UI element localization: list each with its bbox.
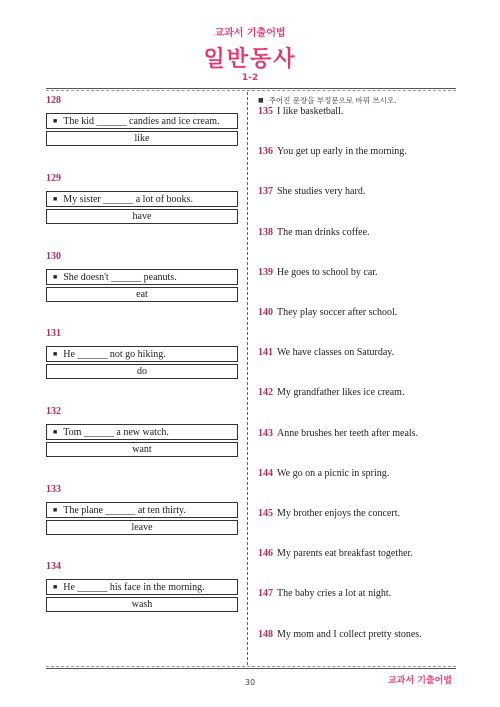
question-box	[46, 502, 238, 518]
exercise-item	[258, 428, 458, 439]
exercise-number: 137	[258, 186, 273, 198]
question-sentence: Tom ______ a new watch.	[63, 426, 169, 438]
exercise-sentence: My brother enjoys the concert.	[277, 508, 401, 519]
answer-word: leave	[131, 522, 153, 533]
question-number: 130	[46, 251, 61, 262]
instruction	[258, 95, 397, 106]
square-bullet-icon: ■	[258, 97, 264, 104]
exercise-number: 138	[258, 226, 273, 238]
exercise-number: 148	[258, 628, 273, 640]
exercise-sentence: My mom and I collect pretty stones.	[277, 628, 422, 640]
question-number: 134	[46, 561, 61, 572]
square-bullet-icon: ■	[53, 272, 58, 281]
answer-box	[46, 287, 238, 302]
answer-word: like	[134, 133, 150, 144]
question-box	[46, 113, 238, 129]
exercise-number: 147	[258, 588, 273, 600]
exercise-item	[258, 146, 458, 157]
question-number: 133	[46, 484, 61, 495]
answer-word: eat	[136, 289, 148, 300]
instruction-text: 주어진 문장을 부정문으로 바꿔 쓰시오.	[268, 96, 397, 105]
question-item	[46, 94, 238, 146]
exercise-number: 139	[258, 266, 273, 278]
question-sentence: She doesn't ______ peanuts.	[63, 271, 177, 283]
question-item	[46, 405, 238, 457]
exercise-number: 140	[258, 307, 273, 318]
exercise-item	[258, 267, 458, 278]
square-bullet-icon: ■	[53, 194, 58, 203]
exercise-sentence: They play soccer after school.	[277, 307, 398, 318]
header-brand: 교과서 기출어법	[214, 28, 286, 39]
exercise-item	[258, 387, 458, 398]
answer-box	[46, 442, 238, 457]
answer-word: have	[132, 211, 152, 222]
exercise-number: 141	[258, 347, 273, 359]
bottom-rule	[46, 668, 456, 669]
answer-box	[46, 131, 238, 146]
question-sentence: He ______ his face in the morning.	[63, 581, 205, 593]
exercise-item	[258, 508, 458, 519]
top-dashed-rule	[46, 90, 456, 91]
exercise-sentence: The baby cries a lot at night.	[277, 588, 392, 600]
question-sentence: The kid ______ candies and ice cream.	[63, 115, 220, 127]
exercise-number: 142	[258, 387, 273, 399]
question-item	[46, 250, 238, 302]
answer-word: want	[132, 444, 152, 455]
page-title: 일반동사	[203, 47, 297, 72]
exercise-item	[258, 227, 458, 238]
answer-box	[46, 364, 238, 379]
question-number: 129	[46, 173, 61, 184]
question-box	[46, 424, 238, 440]
square-bullet-icon: ■	[53, 116, 58, 125]
square-bullet-icon: ■	[53, 582, 58, 591]
exercise-number: 136	[258, 146, 273, 158]
question-item	[46, 560, 238, 612]
question-item	[46, 483, 238, 535]
question-number: 131	[46, 328, 61, 339]
question-number: 128	[46, 95, 61, 106]
exercise-item	[258, 588, 458, 599]
exercise-number: 144	[258, 467, 273, 479]
question-box	[46, 346, 238, 362]
question-box	[46, 191, 238, 207]
exercise-sentence: The man drinks coffee.	[277, 226, 370, 238]
exercise-sentence: We go on a picnic in spring.	[277, 467, 390, 479]
exercise-sentence: We have classes on Saturday.	[277, 347, 395, 359]
exercise-item	[258, 548, 458, 559]
exercise-item	[258, 307, 458, 318]
answer-box	[46, 597, 238, 612]
exercise-item	[258, 347, 458, 358]
question-sentence: My sister ______ a lot of books.	[63, 193, 193, 205]
question-sentence: The plane ______ at ten thirty.	[63, 504, 186, 516]
answer-box	[46, 520, 238, 535]
question-sentence: He ______ not go hiking.	[63, 348, 166, 360]
exercise-number: 146	[258, 548, 273, 560]
exercise-item	[258, 186, 458, 197]
exercise-item	[258, 629, 458, 640]
exercise-item	[258, 468, 458, 479]
answer-word: wash	[131, 599, 153, 610]
exercise-sentence: I like basketball.	[277, 106, 344, 117]
column-divider	[247, 92, 248, 665]
exercise-sentence: Anne brushes her teeth after meals.	[277, 427, 419, 439]
exercise-number: 135	[258, 106, 273, 117]
question-box	[46, 579, 238, 595]
exercise-sentence: She studies very hard.	[277, 186, 366, 198]
square-bullet-icon: ■	[53, 349, 58, 358]
top-rule	[46, 88, 456, 89]
footer-brand: 교과서 기출어법	[388, 676, 452, 686]
exercise-number: 143	[258, 427, 273, 439]
question-item	[46, 327, 238, 379]
question-box	[46, 269, 238, 285]
exercise-sentence: You get up early in the morning.	[277, 146, 407, 158]
exercise-number: 145	[258, 508, 273, 519]
question-item	[46, 172, 238, 224]
answer-box	[46, 209, 238, 224]
question-number: 132	[46, 406, 61, 417]
exercise-sentence: My parents eat breakfast together.	[277, 548, 413, 560]
bottom-dashed-rule	[46, 666, 456, 667]
exercise-sentence: He goes to school by car.	[277, 266, 378, 278]
page-number: 30	[244, 678, 256, 687]
exercise-sentence: My grandfather likes ice cream.	[277, 387, 405, 399]
square-bullet-icon: ■	[53, 505, 58, 514]
square-bullet-icon: ■	[53, 427, 58, 436]
exercise-item	[258, 106, 458, 117]
answer-word: do	[137, 366, 147, 377]
page-subtitle: 1-2	[241, 73, 259, 83]
